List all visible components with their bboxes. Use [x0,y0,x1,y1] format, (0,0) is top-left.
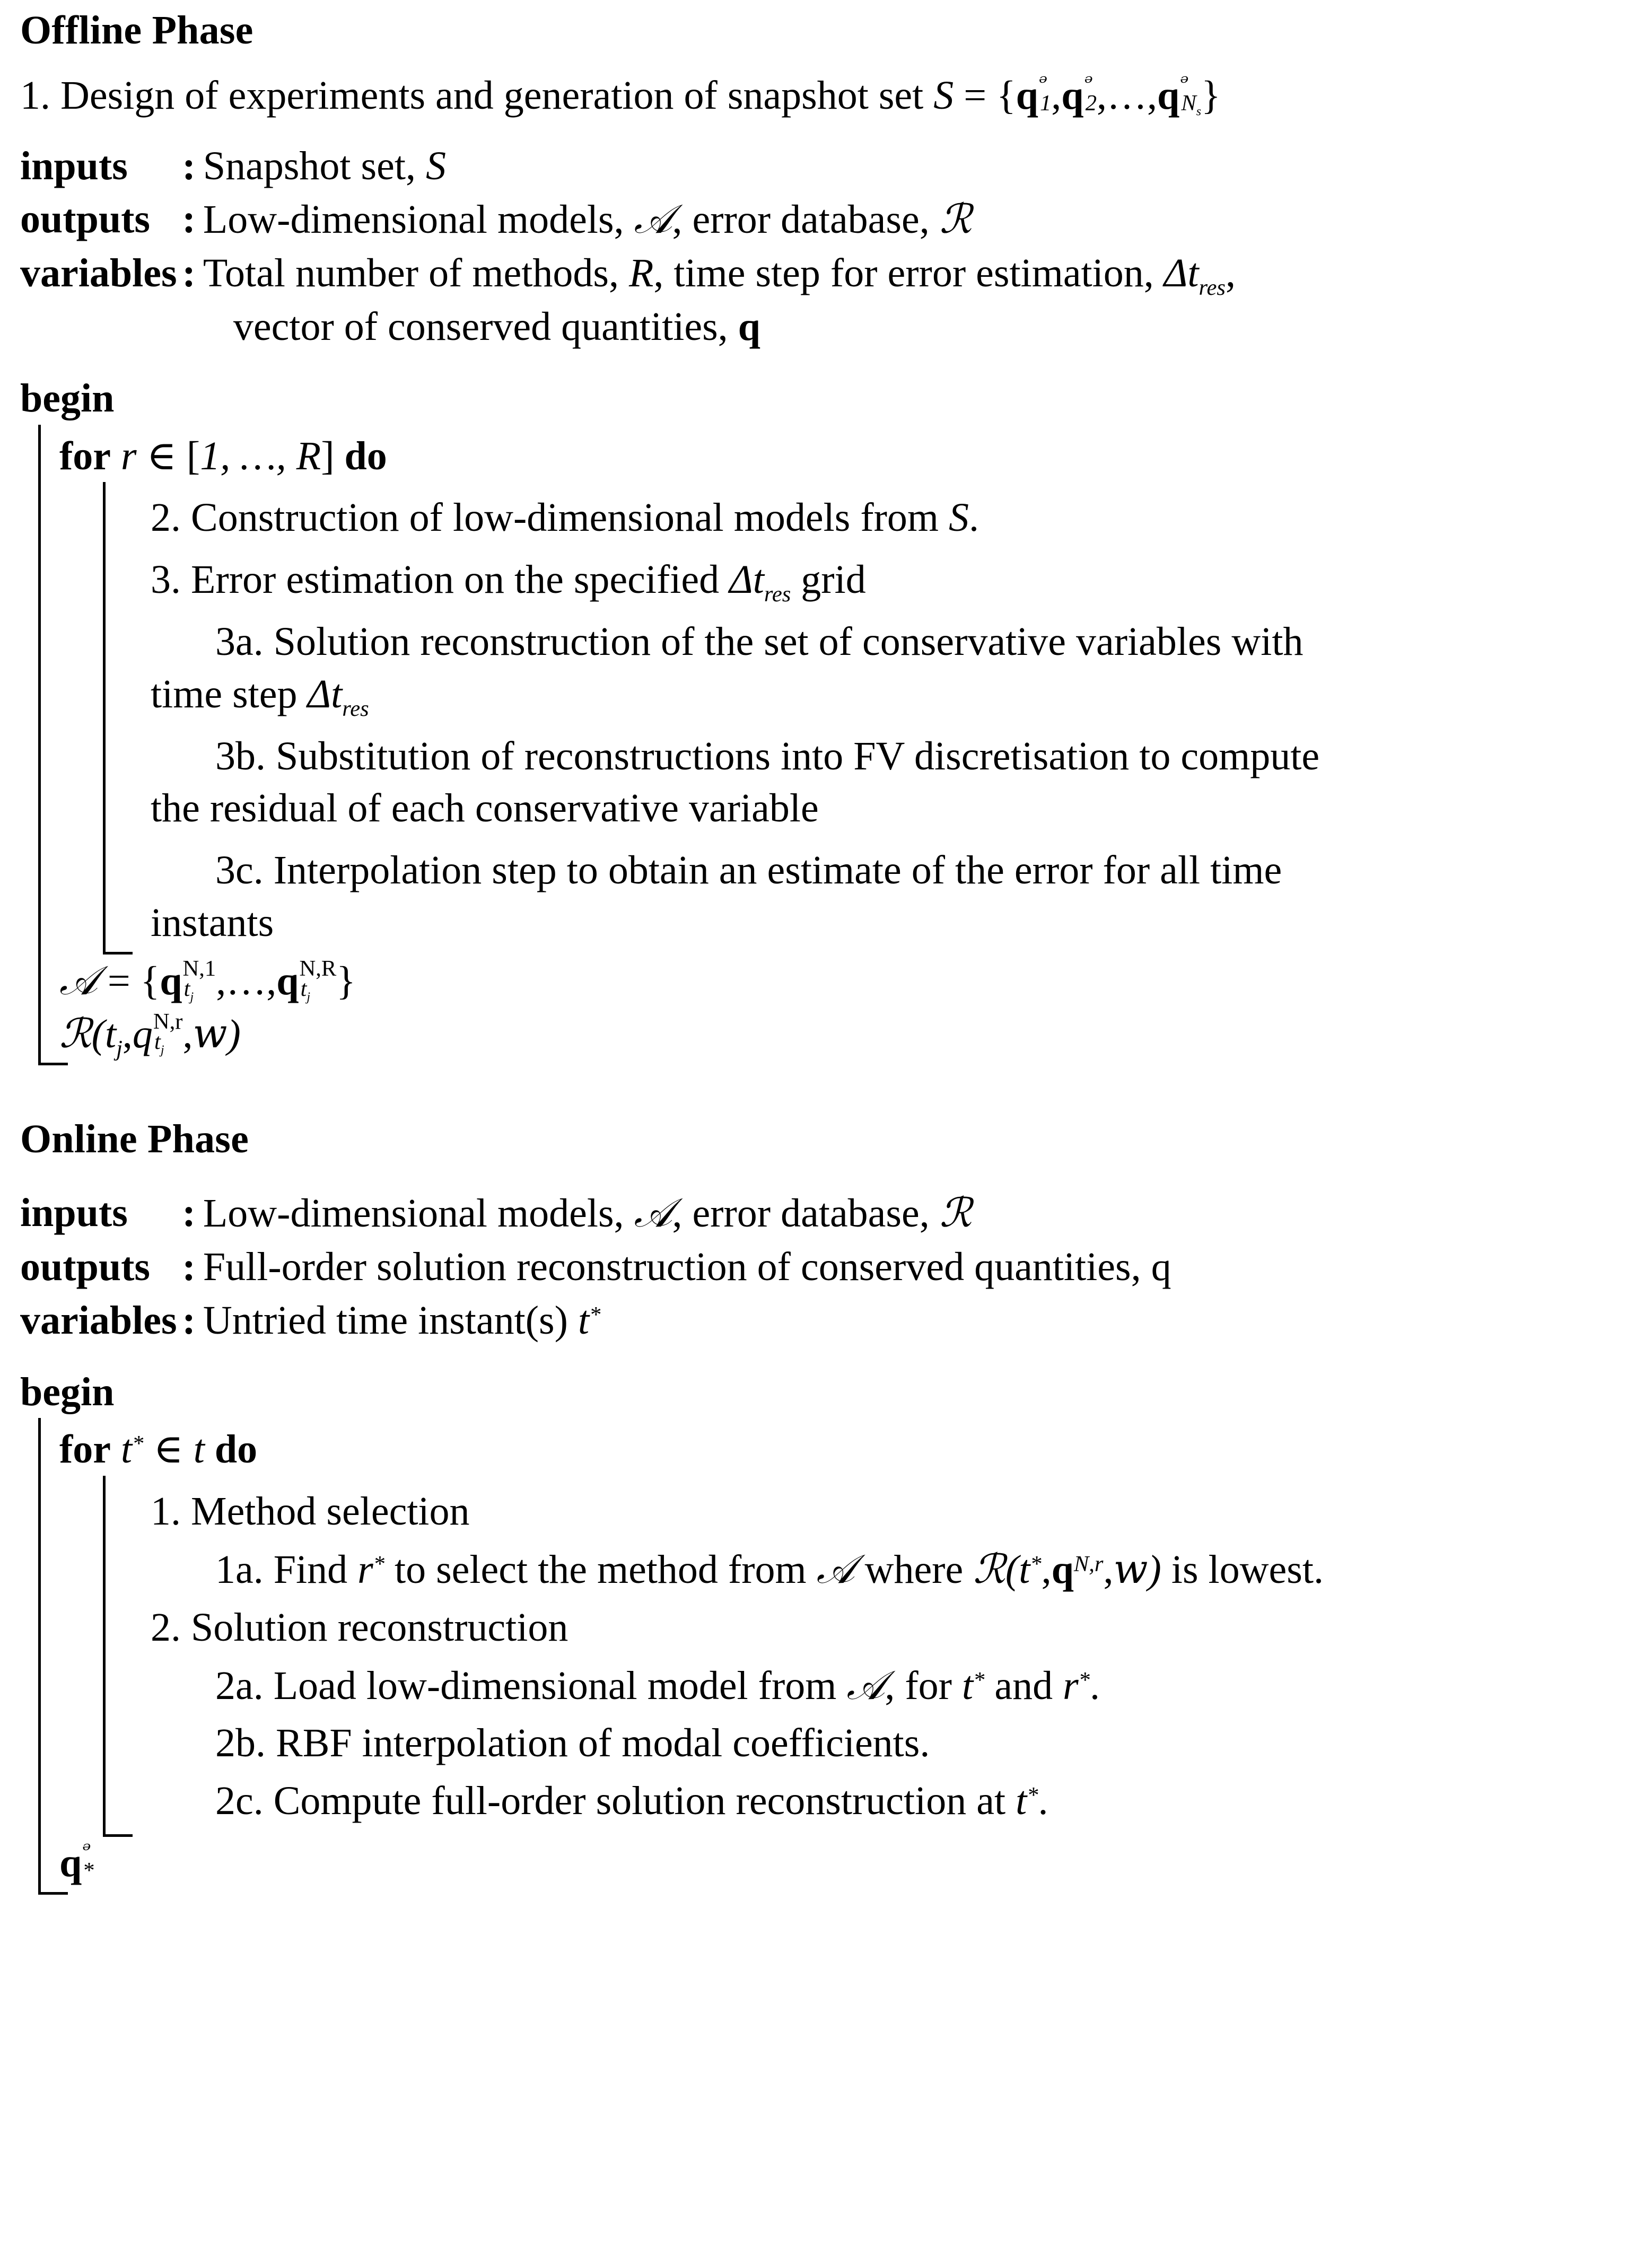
formula-ellipsis: ,…, [216,958,277,1003]
offline-inputs-value-text: Snapshot set, [203,143,416,188]
online-for-bar [103,1476,106,1837]
formula-paren-close: ) [227,1011,241,1056]
q-vector-2: q [1061,73,1084,118]
offline-begin-block [38,425,1606,1066]
comma-1: , [1051,73,1062,118]
final-q-vector: q [59,1840,82,1885]
formula-comma-2: , [182,1011,193,1056]
offline-step-3-text: 3. Error estimation on the specified [151,557,720,602]
offline-step-1-text: 1. Design of experiments and generation of snapshot set [20,73,924,118]
online-step-2b: 2b. RBF interpolation of modal coefficients. [215,1721,930,1766]
online-inputs-value-mid: , error database, [672,1191,930,1236]
online-final-formula [59,1837,1606,1889]
spacer-cell-a [20,301,177,354]
final-q-indices: ᵊ * [82,1837,95,1884]
online-io-table [20,1187,1171,1347]
formula-comma-1: , [122,1011,133,1056]
online-step-1a-end: is lowest. [1171,1547,1324,1592]
online-step-2c [127,1775,1606,1827]
offline-model-set-formula [59,955,1606,1008]
offline-variables-value-mid: , time step for error estimation, [653,251,1154,296]
offline-step-3a-line1: 3a. Solution reconstruction of the set of conservative variables with [215,619,1304,664]
formula-equals: = [107,958,130,1003]
formula-cal-R: ℛ [59,1009,92,1057]
offline-variables-value-text: Total number of methods, [203,251,619,296]
online-begin-block [38,1418,1606,1894]
offline-inputs-value [203,140,1236,194]
online-inputs-value [203,1187,1171,1241]
online-step-1a-q: q [1051,1547,1074,1592]
online-outputs-value: Full-order solution reconstruction of conserved quantities, q [203,1244,1171,1289]
model-database-symbol: 𝒜 [634,195,672,243]
online-step-2a-r: r* [1063,1663,1090,1708]
online-variables-value [203,1294,1171,1348]
online-inputs-label: inputs [20,1190,128,1236]
conserved-vector-symbol: q [738,304,760,349]
online-variables-value-text: Untried time instant(s) [203,1298,568,1343]
offline-step-3 [127,554,1606,606]
online-step-1a-paren-open: ( [1005,1547,1019,1592]
spacer-cell-b [177,301,203,354]
online-for-keyword: for [59,1427,111,1472]
offline-step-3b [127,730,1606,783]
online-outputs-row [20,1241,1171,1294]
offline-step-2 [127,492,1606,544]
error-database-symbol: ℛ [939,195,972,243]
online-step-2a-mid: , for [885,1663,952,1708]
online-step-1a-comma1: , [1041,1547,1052,1592]
online-step-2: 2. Solution reconstruction [151,1605,568,1650]
online-inputs-value-text: Low-dimensional models, [203,1191,624,1236]
online-step-1a-w: w [1113,1545,1148,1592]
formula-time-tj: $t_j$ [104,1011,123,1061]
q-vector-1-indices: ᵊ 1 [1038,69,1052,116]
formula-cal-A: 𝒜 [59,956,98,1004]
offline-for-statement [59,430,1606,483]
offline-for-keyword: for [59,433,111,478]
online-step-2c-pre: 2c. Compute full-order solution reconstruction at [215,1779,1006,1824]
offline-io-table [20,140,1236,354]
formula-q-R: q [276,958,299,1003]
offline-step-2-symbol: S [949,495,969,540]
untried-time-symbol: t* [578,1298,601,1343]
online-step-1a-r: r* [357,1547,384,1592]
element-of-icon: ∈ [146,433,177,478]
online-step-2a-t: t* [961,1663,985,1708]
online-step-2c-t: t* [1016,1779,1038,1824]
formula-paren-open: ( [91,1011,105,1056]
online-for-block [103,1476,1606,1837]
ellipsis-1: ,…, [1096,73,1157,118]
offline-step-3-suffix: grid [801,557,866,602]
online-step-1a-t: t* [1019,1547,1042,1592]
brace-open: { [996,73,1016,118]
online-error-database-symbol: ℛ [939,1189,972,1237]
offline-for-block [103,482,1606,954]
online-begin-bar [38,1418,41,1894]
offline-variables-value-comma: , [1225,251,1236,296]
online-step-1: 1. Method selection [151,1489,470,1534]
offline-step-3a [127,616,1606,668]
offline-outputs-value [203,193,1236,247]
online-variables-row [20,1294,1171,1348]
offline-outputs-row [20,193,1236,247]
online-step-1a-where: where [864,1547,964,1592]
online-step-2a-cal-A: 𝒜 [846,1661,885,1709]
methods-count-symbol: R [628,251,654,296]
formula-q-1: q [160,958,182,1003]
element-of-icon-2: ∈ [153,1427,183,1472]
offline-step-3c [127,844,1606,897]
offline-step-2-text: 2. Construction of low-dimensional models from [151,495,939,540]
offline-inputs-symbol: S [425,143,446,188]
formula-q-1-indices: N,1 $t_j$ [182,956,216,1004]
online-inputs-colon: : [182,1190,196,1236]
equals-sign: = [964,73,987,118]
offline-step-2-period: . [969,495,979,540]
offline-outputs-value-text: Low-dimensional models, [203,197,624,242]
q-vector-last: q [1157,73,1180,118]
online-variables-colon: : [182,1298,196,1343]
online-variables-label: variables [20,1298,177,1343]
online-step-1a-cal-A: 𝒜 [816,1545,855,1592]
offline-step-3c-line2: instants [151,900,274,945]
online-step-2a-pre: 2a. Load low-dimensional model from [215,1663,837,1708]
offline-outputs-colon: : [182,197,196,242]
offline-step-3-dt: $\Delta t_{res}$ [729,557,791,607]
offline-variables-row [20,247,1236,301]
offline-variables-value [203,247,1236,301]
online-for-variable: t* [121,1427,144,1472]
offline-for-bar [103,482,106,954]
offline-begin-bar [38,425,41,1066]
online-step-1a-mid: to select the method from [394,1547,807,1592]
offline-phase-title: Offline Phase [20,8,253,52]
online-step-2a-and: and [994,1663,1053,1708]
offline-outputs-label: outputs [20,197,150,242]
offline-variables-label: variables [20,251,177,296]
online-outputs-colon: : [182,1244,196,1289]
offline-variables-cont [203,301,1236,354]
offline-inputs-colon: : [182,143,196,188]
online-step-1a-pre: 1a. Find [215,1547,348,1592]
offline-for-variable: r [121,433,137,478]
online-phase-title: Online Phase [20,1117,249,1162]
online-model-database-symbol: 𝒜 [634,1189,672,1237]
offline-error-formula [59,1008,1606,1061]
offline-step-3b-cont [127,782,1606,835]
offline-step-3c-cont [127,897,1606,949]
online-step-1a [127,1543,1606,1596]
offline-inputs-label: inputs [20,143,128,188]
formula-brace-close: } [336,958,356,1003]
brace-close: } [1201,73,1221,118]
online-step-1a-cal-R: ℛ [973,1545,1005,1592]
online-step-1a-q-sup: N,r [1073,1551,1104,1577]
offline-begin-keyword: begin [20,375,115,421]
offline-step-3a-line2-text: time step [151,671,298,716]
offline-do-keyword: do [344,433,387,478]
formula-q-R-indices: N,R $t_j$ [299,956,337,1004]
online-step-2a-period: . [1089,1663,1100,1708]
offline-inputs-row [20,140,1236,194]
online-step-1a-comma2: , [1103,1547,1114,1592]
offline-variables-colon: : [182,251,196,296]
formula-q-scalar-indices: N,r $t_j$ [153,1009,183,1057]
online-begin-keyword: begin [20,1369,115,1414]
offline-step-3a-cont [127,668,1606,721]
offline-variables-cont-row [20,301,1236,354]
formula-weight-w: w [193,1009,228,1057]
q-vector-2-indices: ᵊ 2 [1084,69,1097,116]
snapshot-set-symbol: S [933,73,954,118]
offline-step-1 [20,69,1606,122]
offline-step-3a-dt: $\Delta t_{res}$ [307,671,369,721]
online-do-keyword: do [214,1427,258,1472]
formula-q-scalar: q [132,1011,153,1056]
online-for-statement [59,1423,1606,1476]
offline-for-range: [1, …, R] [186,433,335,478]
online-step-1a-paren-close: ) [1148,1547,1161,1592]
offline-step-3b-line1: 3b. Substitution of reconstructions into FV discretisation to compute [215,733,1320,778]
online-inputs-row [20,1187,1171,1241]
dt-res-symbol: $\Delta t_{res}$ [1164,251,1226,301]
offline-outputs-value-mid: , error database, [672,197,930,242]
online-step-2a [127,1659,1606,1712]
offline-step-3b-line2: the residual of each conservative variable [151,786,819,831]
offline-step-3c-line1: 3c. Interpolation step to obtain an estimate of the error for all time [215,848,1282,893]
q-vector-last-indices: ᵊ $N_s$ [1180,69,1202,119]
online-for-set: t [193,1427,205,1472]
online-step-2c-period: . [1038,1779,1048,1824]
offline-variables-cont-text: vector of conserved quantities, [233,304,728,349]
formula-brace-open: { [140,958,160,1003]
online-outputs-label: outputs [20,1244,150,1289]
q-vector-1: q [1016,73,1038,118]
